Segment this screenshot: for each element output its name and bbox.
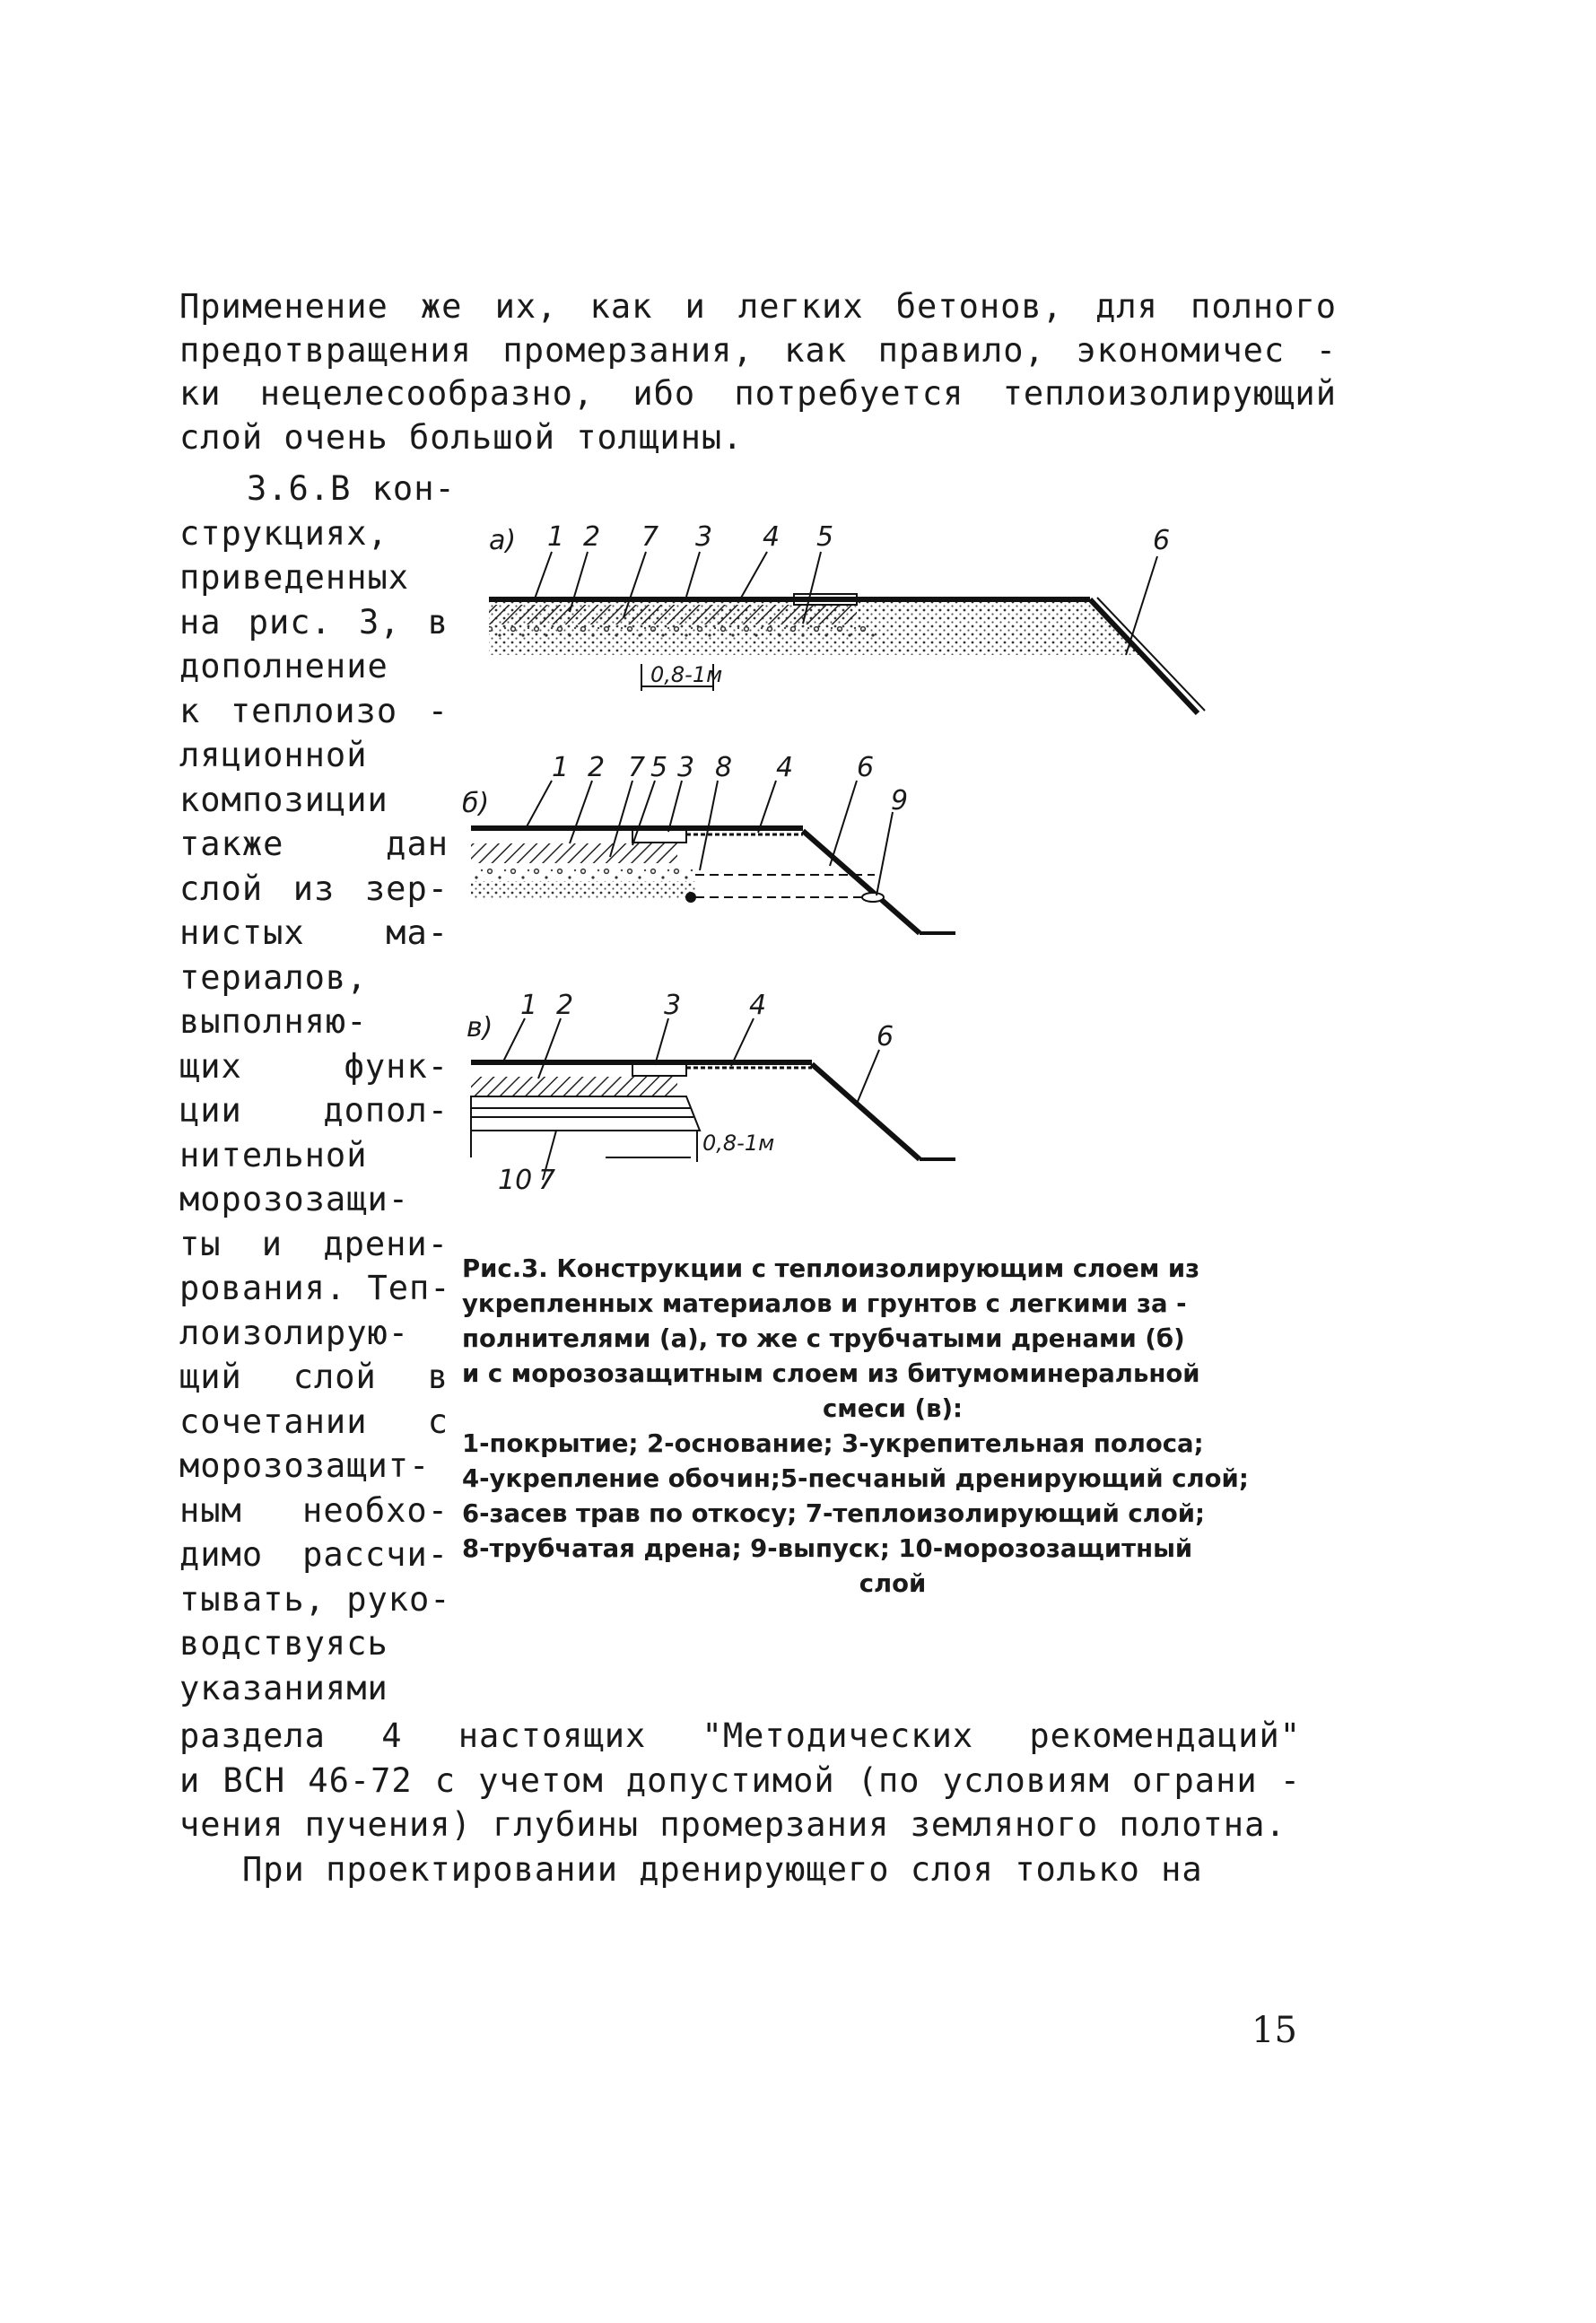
callout-number: 6	[876, 1021, 894, 1052]
text-line: на рис. 3, в	[179, 602, 449, 642]
caption-line: 4-укрепление обочин;5-песчаный дренирующий слой;	[462, 1464, 1249, 1493]
panel-label: б)	[462, 788, 490, 819]
callout-number: 2	[583, 521, 601, 553]
text-line: приведенных	[179, 558, 410, 597]
slope-line	[812, 1064, 920, 1159]
insulating-layer	[471, 843, 677, 863]
panel-label: а)	[489, 525, 517, 556]
leader-line	[655, 1018, 668, 1065]
callout-number: 4	[749, 990, 767, 1021]
base-layer	[489, 624, 875, 641]
leader-line	[525, 781, 552, 830]
text-line: лоизолирую-	[179, 1313, 410, 1352]
text-line: струкциях,	[179, 513, 388, 553]
figure-panel-a	[489, 521, 1205, 713]
leader-line	[740, 552, 767, 599]
text-line: слой из зер-	[179, 869, 449, 908]
page-number: 15	[1252, 2010, 1297, 2051]
caption-line: укрепленных материалов и грунтов с легкими за -	[462, 1289, 1187, 1318]
callout-number: 6	[857, 752, 875, 783]
text-line: щий слой в	[179, 1358, 449, 1396]
caption-line: 1-покрытие; 2-основание; 3-укрепительная полоса;	[462, 1429, 1204, 1458]
leader-line	[731, 1018, 754, 1066]
drain-pipe	[685, 892, 696, 903]
text-line: морозозащит-	[179, 1446, 431, 1485]
figure-road-cross-sections	[462, 511, 1323, 1193]
text-line: сочетании с	[179, 1402, 449, 1441]
callout-number: 7	[628, 752, 646, 783]
edge-strip	[632, 830, 686, 843]
callout-number: 4	[763, 521, 781, 553]
panel-label: в)	[467, 1012, 493, 1044]
callout-number: 9	[891, 785, 909, 817]
continuation-paragraph	[179, 1714, 1301, 1891]
text-line: раздела 4 настоящих "Методических рекомендаций"	[179, 1716, 1301, 1755]
leader-line	[830, 781, 857, 866]
callout-number: 2	[588, 752, 606, 783]
text-line: чения пучения) глубины промерзания земляного полотна.	[179, 1805, 1286, 1844]
text-line: тывать, руко-	[179, 1579, 451, 1619]
caption-line: слой	[859, 1569, 927, 1598]
callout-number: 6	[1153, 525, 1171, 556]
callout-number: 4	[776, 752, 794, 783]
caption-line: смеси (в):	[822, 1394, 964, 1423]
text-line: также дан	[179, 825, 449, 863]
frost-protection-layer	[471, 1096, 700, 1131]
dimension-label: 0,8-1м	[702, 1131, 775, 1156]
text-line: композиции	[179, 780, 388, 819]
callout-number: 3	[677, 752, 695, 783]
text-line: ты и дрени-	[179, 1224, 449, 1263]
leader-line	[538, 1018, 561, 1079]
leader-line	[686, 552, 700, 597]
callout-number: 7	[641, 521, 659, 553]
leader-line	[570, 781, 592, 843]
text-line: к теплоизо -	[179, 691, 449, 730]
intro-paragraph	[179, 285, 1337, 459]
text-line: териалов,	[179, 957, 368, 997]
leader-line	[876, 812, 893, 895]
text-line: нистых ма-	[179, 913, 449, 952]
sand-drainage-layer	[471, 881, 695, 899]
callout-number: 3	[695, 521, 713, 553]
base-layer	[471, 863, 695, 881]
callout-number: 1	[552, 752, 570, 783]
text-line: дополнение	[179, 647, 388, 686]
text-line: щих функ-	[179, 1046, 449, 1086]
text-line: ляционной	[179, 736, 368, 774]
text-line: предотвращения промерзания, как правило, экономичес -	[179, 330, 1337, 370]
callout-number: 1	[547, 521, 565, 553]
caption-line: 6-засев трав по откосу; 7-теплоизолирующий слой;	[462, 1499, 1206, 1528]
figure-panel-v	[467, 990, 955, 1193]
text-line: выполняю-	[179, 1002, 368, 1041]
callout-number: 7	[538, 1165, 556, 1193]
slope-line	[803, 831, 920, 933]
figure-caption	[462, 1252, 1323, 1602]
text-line: ным необхо-	[179, 1490, 449, 1530]
text-line: нительной	[179, 1135, 368, 1175]
edge-strip	[632, 1063, 686, 1076]
figure-panel-b	[462, 752, 955, 933]
text-line: водствуясь	[179, 1624, 388, 1663]
callout-number: 2	[556, 990, 574, 1021]
leader-line	[857, 1050, 879, 1104]
callout-number: 5	[650, 752, 668, 783]
callout-number: 8	[715, 752, 733, 783]
text-line: Применение же их, как и легких бетонов, для полного	[179, 287, 1337, 326]
caption-line: полнителями (а), то же с трубчатыми дренами (б)	[462, 1324, 1185, 1353]
leader-line	[1126, 556, 1157, 655]
caption-line: Рис.3. Конструкции с теплоизолирующим слоем из	[462, 1254, 1200, 1283]
leader-line	[534, 552, 552, 601]
side-column-paragraph	[179, 467, 456, 1710]
caption-line: и с морозозащитным слоем из битумоминеральной	[462, 1359, 1200, 1388]
text-line: При проектировании дренирующего слоя только на	[242, 1849, 1203, 1889]
callout-number: 1	[520, 990, 538, 1021]
insulating-layer	[471, 1077, 677, 1096]
callout-number: 5	[816, 521, 834, 553]
insulating-layer	[489, 605, 857, 624]
text-line: морозозащи-	[179, 1180, 410, 1218]
text-line: димо рассчи-	[179, 1535, 449, 1574]
dimension-label: 0,8-1м	[650, 662, 723, 687]
text-line: 3.6.В кон-	[247, 469, 456, 508]
text-line: рования. Теп-	[179, 1269, 451, 1307]
text-line: ки нецелесообразно, ибо потребуется теплоизолирующий	[179, 374, 1337, 413]
slope-line	[1090, 599, 1198, 713]
text-line: слой очень большой толщины.	[179, 417, 744, 457]
callout-number: 10	[498, 1165, 533, 1193]
callout-number: 3	[664, 990, 682, 1021]
text-line: и ВСН 46-72 с учетом допустимой (по условиям ограни -	[179, 1760, 1301, 1800]
leader-line	[668, 781, 682, 832]
caption-line: 8-трубчатая дрена; 9-выпуск; 10-морозозащитный	[462, 1534, 1193, 1563]
drain-outlet	[862, 893, 884, 902]
text-line: указаниями	[179, 1668, 388, 1707]
leader-line	[502, 1018, 525, 1063]
text-line: ции допол-	[179, 1091, 449, 1130]
leader-line	[758, 781, 776, 833]
